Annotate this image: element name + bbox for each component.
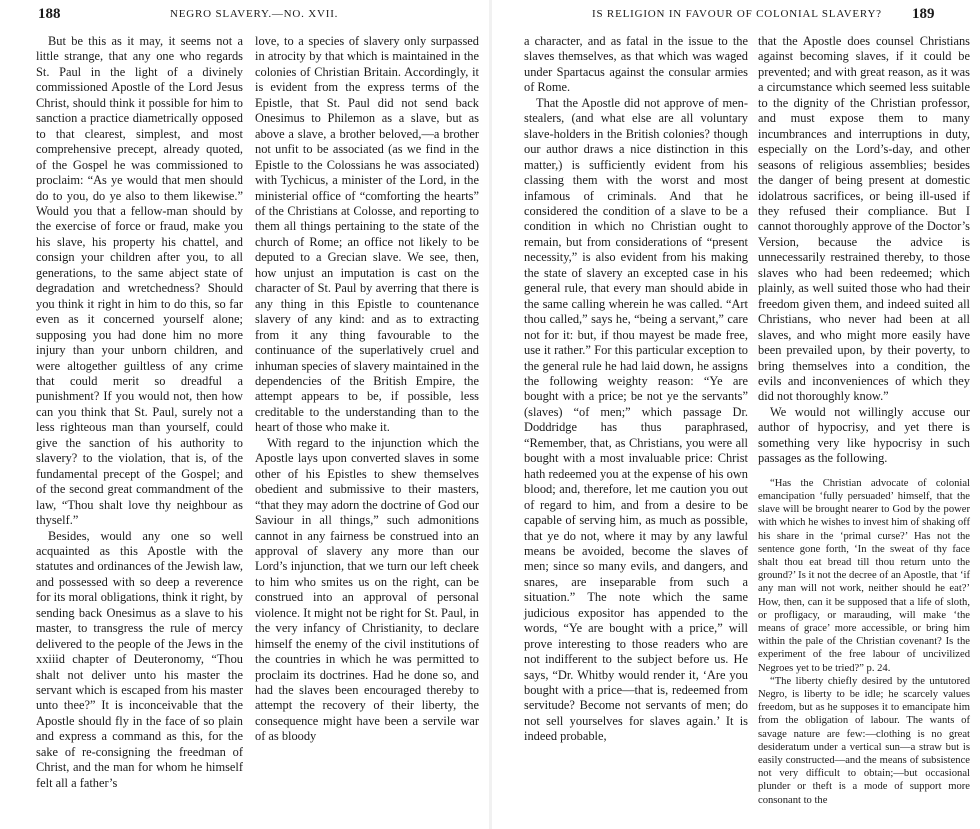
right-column-1 (524, 34, 748, 745)
left-column-1 (36, 34, 243, 791)
left-page-number: 188 (38, 6, 61, 22)
left-header-title: NEGRO SLAVERY.—NO. XVII. (170, 8, 339, 20)
paragraph: But be this as it may, it seems not a little strange, that any one who regards St. Paul in the light of a divinely commissioned Apostle of the Lord Jesus Christ, should think it possible for him to sanction a practice diametrically opposed to that clearest, simplest, and most comprehensive precept, already quoted, of the Gospel he was commissioned to proclaim: “As ye would that men should do to you, do ye also to them likewise.” Would you that a fellow-man should by the exercise of force or fraud, make you his slave, his property his chattel, and consign your children after you, to all generations, to the same abject state of degradation and wretchedness? Should you think it right in him to do this, so far even as it concerned yourself alone; supposing you had done him no more injury than your unborn children, and were altogether guiltless of any crime that could merit so dreadful a punishment? If you would not, then how can you think that St. Paul, surely not a less righteous man than yourself, could give the sanction of his authority to slavery? to the violation, that is, of the fundamental precept of the Gospel; and of the second great commandment of the law, “Thou shalt love thy neighbour as thyself.” (36, 34, 243, 528)
right-header-title: IS RELIGION IN FAVOUR OF COLONIAL SLAVERY? (592, 8, 882, 20)
paragraph: Besides, would any one so well acquainted as this Apostle with the statutes and ordinances of the Jewish law, and possessed with so deep a reverence for its moral obligations, think it right, by sending back Onesimus as a slave to his master, to transgress the rule of mercy delivered to the people of the Jews in the xxiiid chapter of Deuteronomy, “Thou shalt not deliver unto his master the servant which is escaped from his master unto thee?” It is inconceivable that the Apostle should fly in the face of so plain and express a command as this, for the sake of re-consigning the freedman of Christ, and the man for whom he himself felt all a father’s (36, 528, 243, 790)
paragraph: We would not willingly accuse our author of hypocrisy, and yet there is something very like hypocrisy in such passages as the following. (758, 404, 970, 466)
paragraph: With regard to the injunction which the Apostle lays upon converted slaves in some other of his Epistles to shew themselves obedient and submissive to their masters, “that they may adorn the doctrine of God our Saviour in all things,” such admonitions cannot in any fairness be construed into an approval of slavery any more than our Lord’s injunction, that we turn our left cheek to him who smites us on the right, can be construed into an approval of personal violence. It might not be right for St. Paul, in the very infancy of Christianity, to declare himself the enemy of the civil institutions of the countries in which he was permitted to proclaim its doctrines. Had he done so, and had the slaves been encouraged thereby to attempt the recovery of their liberty, the consequence might have been a servile war of as bloody (255, 435, 479, 744)
quotation-paragraph: “The liberty chiefly desired by the untutored Negro, is liberty to be idle; he scarcely values freedom, but as he supposes it to emancipate him from the obligation of labour. The wants of savage nature are few:—clothing is no great desideratum under a vertical sun—a straw but is easily constructed—and the means of subsistence not very difficult to obtain;—but occasional plunder or theft is a mode of support more consonant to the (758, 675, 970, 806)
right-page (492, 0, 980, 829)
right-running-header (492, 6, 980, 22)
paragraph: love, to a species of slavery only surpassed in atrocity by that which is maintained in the colonies of Christian Britain. Accordingly, it is evident from the express terms of the Epistle, that St. Paul did not send back Onesimus to Philemon as a slave, but as above a slave, a brother beloved,—a brother not unfit to be associated (as we find in the Epistle to the Colossians he was associated) with Tychicus, a minister of the Lord, in the ministerial office of “comforting the hearts” of the Christians at Colosse, and reporting to them all things pertaining to the state of the church of Rome; an office not likely to be deputed to a Grecian slave. We see, then, how unjust an imputation is cast on the character of St. Paul by averring that there is any thing in this Epistle to countenance slavery of any kind: and as to extracting from it any thing favourable to the continuance of the superlatively cruel and inhuman species of slavery maintained in the dependencies of the British Empire, the attempt appears to be, if possible, less creditable to the understanding than to the heart of those who make it. (255, 34, 479, 435)
paragraph: a character, and as fatal in the issue to the slaves themselves, as that which was waged under Spartacus against the consular armies of Rome. (524, 34, 748, 95)
left-column-2 (255, 34, 479, 745)
left-running-header (0, 6, 490, 22)
paragraph: That the Apostle did not approve of men-stealers, (and what else are all voluntary slave-holders in the British colonies? though our author draws a nice distinction in this matter,) is sufficiently evident from his classing them with the worst and most infamous of criminals. And that he considered the condition of a slave to be a condition in which no Christian ought to remain, but from considerations of “present necessity,” is also evident from his making the state of slavery an excepted case in his general rule, that every man should abide in the same calling wherein he was called. “Art thou called,” says he, “being a servant,” care not for it: but, if thou mayest be made free, use it rather.” For this particular exception to the general rule he had laid down, he assigns the following weighty reason: “Ye are bought with a price; be not ye the servants” (slaves) “of men;” which passage Dr. Doddridge has thus paraphrased, “Remember, that, as Christians, you were all bought with a most invaluable price: Christ hath redeemed you at the expense of his own blood; and, therefore, let me caution you out of regard to him, and from a desire to be capable of serving him, as much as possible, that ye do not, where it may by any lawful means be avoided, become the slaves of men; since so many evils, and dangers, and snares, are inseparable from such a situation.” The note which the same judicious expositor has appended to the words, “Ye are bought with a price,” will prove interesting to those readers who are not indifferent to the subject before us. He says, “Dr. Whitby would render it, ‘Are you bought with a price—that is, redeemed from servitude? Become not servants of men; do not sell yourselves for slaves again.’ It is indeed probable, (524, 95, 748, 744)
quotation-paragraph: “Has the Christian advocate of colonial emancipation ‘fully persuaded’ himself, that the slave will be brought nearer to God by the power with which he wishes to invest him of shaking off his share in the ‘primal curse?’ Has not the sentence gone forth, ‘In the sweat of thy face shalt thou eat bread till thou return unto the ground?’ Is it not the decree of an Apostle, that ‘if any man will not work, neither should he eat?’ How, then, can it be supposed that a life of sloth, or profligacy, or marauding, will make ‘the means of grace’ more accessible, or bring him within the pale of the Christian covenant? Is the experiment of the free labour of uncivilized Negroes yet to be tried?” p. 24. (758, 477, 970, 674)
right-page-number: 189 (912, 6, 935, 22)
right-column-2 (758, 34, 970, 807)
block-quotation (758, 477, 970, 807)
paragraph: that the Apostle does counsel Christians against becoming slaves, if it could be prevented; and with great reason, as it was a circumstance which seemed less suitable to the dignity of the Christian professor, and must expose them to many incumbrances and interruptions in duty, especially on the Lord’s-day, and other seasons of religious assemblies; besides the danger of being present at domestic idolatrous sacrifices, or being ill-used if they refused their compliance. But I cannot thoroughly approve of the Doctor’s Version, because the advice is unnecessarily restrained thereby, to those slaves who had been redeemed; which plainly, as well suited those who had their freedom given them, and indeed suited all Christians, who never had been at all slaves, and who might more easily have been prevailed upon, by their poverty, to bring themselves into a condition, the evils and inconveniences of which they did not thoroughly know.” (758, 34, 970, 404)
